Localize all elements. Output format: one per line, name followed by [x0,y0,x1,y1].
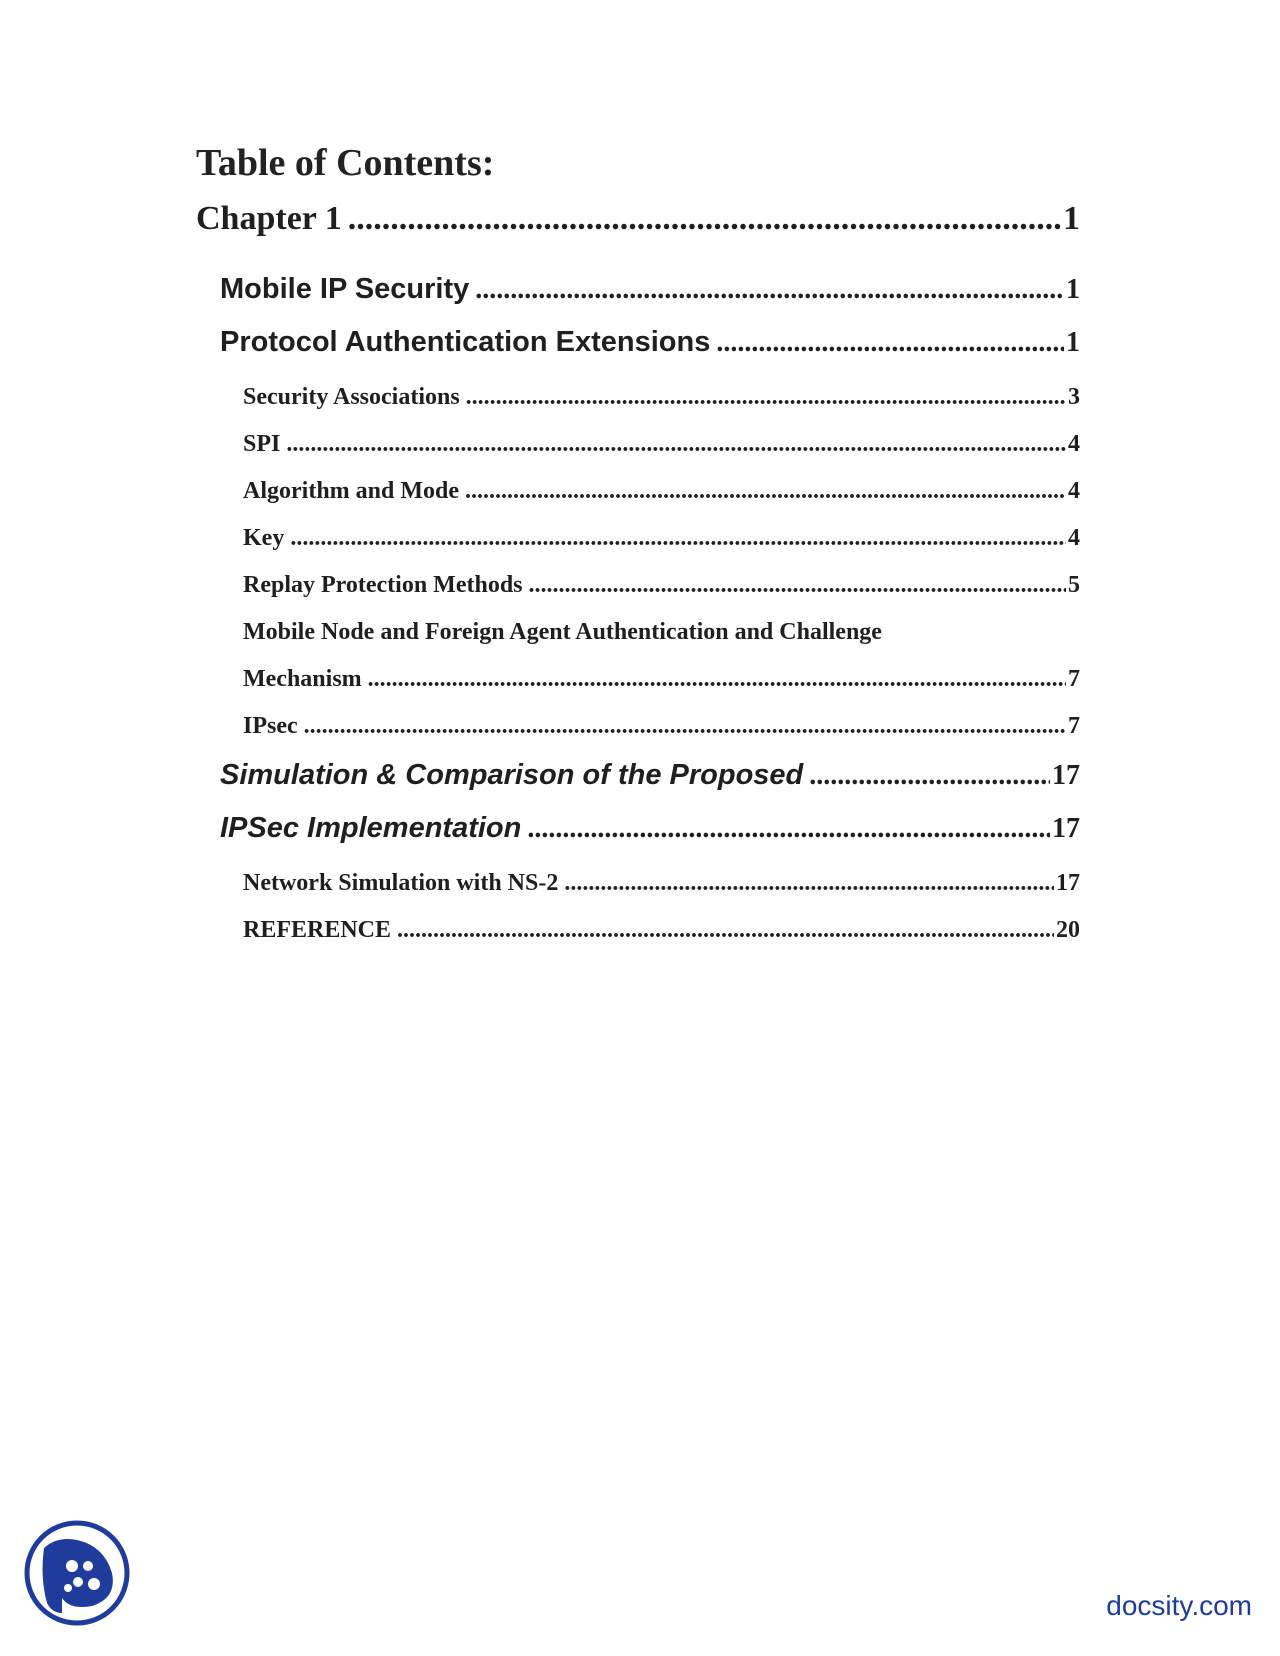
toc-leader [465,478,1066,505]
toc-leader [466,384,1066,411]
toc-label: Replay Protection Methods [243,572,523,598]
toc-entry-algorithm-and-mode[interactable] [243,478,1080,505]
toc-label: Network Simulation with NS-2 [243,870,559,896]
toc-label: Algorithm and Mode [243,478,459,504]
toc-label: IPSec Implementation [220,812,522,844]
toc-page-number: 7 [1068,713,1080,739]
toc-entry-simulation-comparison[interactable] [220,759,1080,792]
toc-page-number: 3 [1068,384,1080,410]
toc-label: SPI [243,431,281,457]
footer-brand-link[interactable]: docsity.com [1106,1590,1252,1621]
toc-entry-chapter-1[interactable] [196,200,1080,238]
toc-entry-ipsec-implementation[interactable] [220,812,1080,845]
toc-entry-spi[interactable] [243,431,1080,458]
toc-leader [348,200,1061,238]
docsity-logo-icon[interactable] [22,1518,132,1628]
toc-page-number: 17 [1052,813,1080,844]
toc-leader [368,666,1066,693]
toc-leader [290,525,1066,552]
toc-page-number: 4 [1068,478,1080,504]
toc-page-number: 17 [1052,760,1080,791]
toc-page-number: 17 [1056,870,1080,896]
toc-label: Chapter 1 [196,200,342,237]
toc-leader [304,713,1066,740]
toc-entry-mobile-ip-security[interactable] [220,273,1080,306]
toc-label: Mobile IP Security [220,273,470,305]
toc-entry-mn-fa-auth-mechanism[interactable] [243,666,1080,693]
toc-label: IPsec [243,713,298,739]
toc-label: REFERENCE [243,917,392,943]
toc-entry-ipsec[interactable] [243,713,1080,740]
toc-leader [716,327,1064,359]
toc-label: Mechanism [243,666,362,692]
toc-entry-mn-fa-auth-first-line[interactable]: Mobile Node and Foreign Agent Authentication and Challenge [243,619,882,645]
toc-page-number: 7 [1068,666,1080,692]
toc-entry-network-simulation-ns2[interactable] [243,870,1080,897]
toc-label: Protocol Authentication Extensions [220,326,711,358]
toc-leader [529,572,1066,599]
toc-leader [475,274,1064,306]
toc-leader [286,431,1066,458]
toc-page-number: 1 [1066,327,1080,358]
toc-label: Security Associations [243,384,460,410]
toc-page-number: 4 [1068,525,1080,551]
toc-page-number: 1 [1066,274,1080,305]
toc-leader [527,813,1050,845]
toc-leader [397,917,1054,944]
toc-entry-replay-protection-methods[interactable] [243,572,1080,599]
page-title: Table of Contents: [196,142,495,184]
toc-page-number: 20 [1056,917,1080,943]
toc-leader [564,870,1054,897]
toc-page-number: 5 [1068,572,1080,598]
toc-page-number: 1 [1063,200,1080,237]
toc-page-number: 4 [1068,431,1080,457]
toc-entry-reference[interactable] [243,917,1080,944]
toc-label: Key [243,525,285,551]
toc-leader [809,760,1050,792]
toc-entry-security-associations[interactable] [243,384,1080,411]
toc-entry-key[interactable] [243,525,1080,552]
toc-entry-protocol-authentication-extensions[interactable] [220,326,1080,359]
toc-label: Simulation & Comparison of the Proposed [220,759,804,791]
